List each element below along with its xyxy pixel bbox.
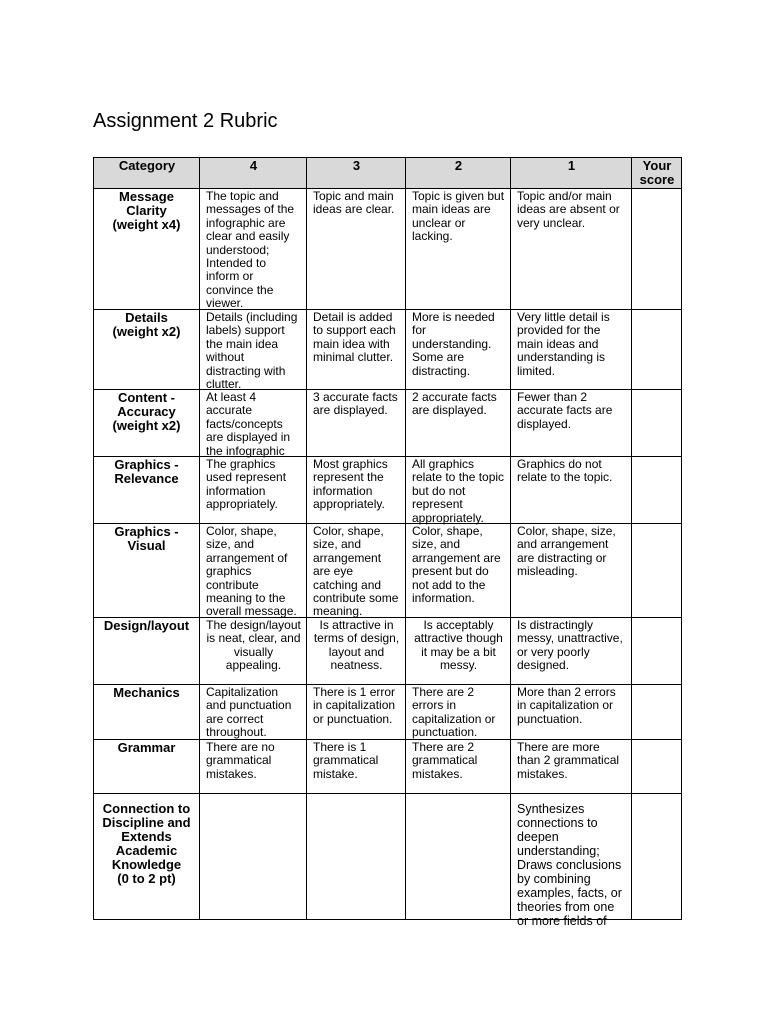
cell-level-1: Color, shape, size, and arrangement are distracting or misleading. — [511, 524, 632, 618]
row-category: Graphics - Relevance — [94, 457, 200, 524]
row-category: Mechanics — [94, 685, 200, 740]
table-row — [94, 457, 682, 524]
header-row — [94, 158, 682, 189]
header-category: Category — [94, 158, 200, 189]
cell-level-1: There are more than 2 grammatical mistakes. — [511, 740, 632, 794]
cell-level-1: Very little detail is provided for the main ideas and understanding is limited. — [511, 310, 632, 390]
table-row — [94, 618, 682, 685]
cell-your-score[interactable] — [632, 618, 682, 685]
header-score-2: 2 — [406, 158, 511, 189]
cell-level-4: Color, shape, size, and arrangement of graphics contribute meaning to the overall message. — [200, 524, 307, 618]
cell-level-3: There is 1 error in capitalization or punctuation. — [307, 685, 406, 740]
cell-level-3: Is attractive in terms of design, layout and neatness. — [307, 618, 406, 685]
row-category: Content - Accuracy (weight x2) — [94, 390, 200, 457]
cell-level-3: Detail is added to support each main idea with minimal clutter. — [307, 310, 406, 390]
cell-your-score[interactable] — [632, 457, 682, 524]
row-category: Grammar — [94, 740, 200, 794]
rubric-table — [93, 157, 682, 928]
cell-level-3: Color, shape, size, and arrangement are eye catching and contribute some meaning. — [307, 524, 406, 618]
cell-level-2 — [406, 794, 511, 920]
cell-level-1: Synthesizes connections to deepen understanding; Draws conclusions by combining examples, facts, or theories from one or more fields of — [511, 794, 632, 920]
header-your-score: Your score — [632, 158, 682, 189]
cell-level-3: 3 accurate facts are displayed. — [307, 390, 406, 457]
cell-level-3: There is 1 grammatical mistake. — [307, 740, 406, 794]
cell-level-1: Fewer than 2 accurate facts are displayed. — [511, 390, 632, 457]
cell-your-score[interactable] — [632, 390, 682, 457]
cell-level-3: Most graphics represent the information appropriately. — [307, 457, 406, 524]
table-row — [94, 310, 682, 390]
cell-your-score[interactable] — [632, 685, 682, 740]
cell-level-2: Topic is given but main ideas are unclear or lacking. — [406, 189, 511, 310]
row-category: Design/layout — [94, 618, 200, 685]
row-category: Graphics - Visual — [94, 524, 200, 618]
cell-level-4 — [200, 794, 307, 920]
cell-level-4: Details (including labels) support the main idea without distracting with clutter. — [200, 310, 307, 390]
cell-level-2: Is acceptably attractive though it may be a bit messy. — [406, 618, 511, 685]
cell-level-1: Is distractingly messy, unattractive, or very poorly designed. — [511, 618, 632, 685]
row-category: Details (weight x2) — [94, 310, 200, 390]
header-score-1: 1 — [511, 158, 632, 189]
table-row — [94, 794, 682, 920]
row-category: Connection to Discipline and Extends Academic Knowledge (0 to 2 pt) — [94, 794, 200, 920]
cell-level-2: 2 accurate facts are displayed. — [406, 390, 511, 457]
table-row — [94, 524, 682, 618]
document-title: Assignment 2 Rubric — [93, 110, 278, 132]
cell-level-4: There are no grammatical mistakes. — [200, 740, 307, 794]
cell-your-score[interactable] — [632, 524, 682, 618]
table-row — [94, 685, 682, 740]
cell-level-4: The design/layout is neat, clear, and visually appealing. — [200, 618, 307, 685]
cell-level-1: Topic and/or main ideas are absent or very unclear. — [511, 189, 632, 310]
cell-level-2: There are 2 errors in capitalization or punctuation. — [406, 685, 511, 740]
cell-level-4: At least 4 accurate facts/concepts are displayed in the infographic — [200, 390, 307, 457]
cell-your-score[interactable] — [632, 794, 682, 920]
row-category: Message Clarity (weight x4) — [94, 189, 200, 310]
cell-level-2: There are 2 grammatical mistakes. — [406, 740, 511, 794]
cell-level-1: More than 2 errors in capitalization or punctuation. — [511, 685, 632, 740]
table-row — [94, 740, 682, 794]
cell-level-2: Color, shape, size, and arrangement are present but do not add to the information. — [406, 524, 511, 618]
header-score-3: 3 — [307, 158, 406, 189]
table-row — [94, 189, 682, 310]
cell-your-score[interactable] — [632, 740, 682, 794]
cell-your-score[interactable] — [632, 310, 682, 390]
cell-level-2: All graphics relate to the topic but do not represent appropriately. — [406, 457, 511, 524]
cell-level-2: More is needed for understanding. Some are distracting. — [406, 310, 511, 390]
cell-level-3: Topic and main ideas are clear. — [307, 189, 406, 310]
table-row — [94, 390, 682, 457]
cell-level-4: Capitalization and punctuation are correct throughout. — [200, 685, 307, 740]
cell-level-3 — [307, 794, 406, 920]
cell-your-score[interactable] — [632, 189, 682, 310]
cell-level-4: The graphics used represent information appropriately. — [200, 457, 307, 524]
cell-level-1: Graphics do not relate to the topic. — [511, 457, 632, 524]
cell-level-4: The topic and messages of the infographic are clear and easily understood; Intended to inform or convince the viewer. — [200, 189, 307, 310]
header-score-4: 4 — [200, 158, 307, 189]
